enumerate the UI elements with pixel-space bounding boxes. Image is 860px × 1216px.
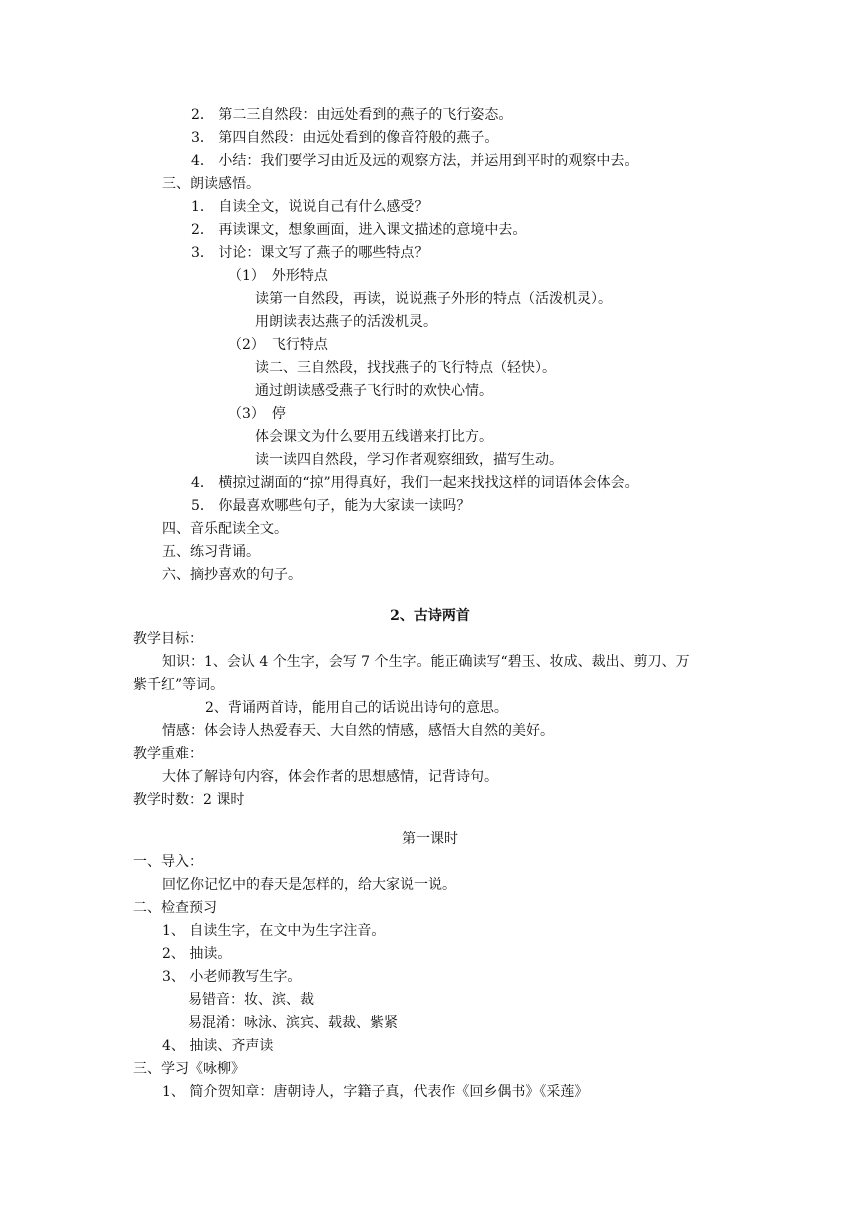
text-line: 3． 讨论：课文写了燕子的哪些特点？ [191, 245, 429, 261]
text-line: 情感：体会诗人热爱春天、大自然的情感，感悟大自然的美好。 [162, 723, 554, 739]
text-line: 易错音：妆、滨、裁 [188, 992, 314, 1008]
text-line: 2． 再读课文，想象画面，进入课文描述的意境中去。 [191, 222, 527, 238]
text-line: 5． 你最喜欢哪些句子，能为大家读一读吗？ [191, 498, 471, 514]
section-heading: 三、学习《咏柳》 [133, 1061, 245, 1077]
section-heading: 三、朗读感悟。 [162, 176, 260, 192]
text-line: 知识：1、会认 4 个生字，会写 7 个生字。能正确读写“碧玉、妆成、裁出、剪刀、万 [162, 654, 690, 670]
text-line: 1． 自读全文，说说自己有什么感受？ [191, 199, 429, 215]
text-line: 2、 抽读。 [162, 946, 232, 962]
section-heading: 教学目标： [133, 631, 203, 647]
text-line: 读二、三自然段，找找燕子的飞行特点（轻快）。 [255, 360, 556, 376]
section-heading: 二、检查预习 [133, 900, 217, 916]
text-line: 回忆你记忆中的春天是怎样的，给大家说一说。 [162, 877, 456, 893]
text-line: 3、 小老师教写生字。 [162, 969, 302, 985]
section-heading: 四、音乐配读全文。 [162, 521, 288, 537]
text-line: 4． 横掠过湖面的“掠”用得真好，我们一起来找找这样的词语体会体会。 [191, 475, 639, 491]
text-line: 大体了解诗句内容，体会作者的思想感情，记背诗句。 [162, 769, 498, 785]
lesson-title: 2、古诗两首 [390, 608, 470, 624]
text-line: 体会课文为什么要用五线谱来打比方。 [255, 429, 493, 445]
text-line: 教学时数：2 课时 [133, 792, 245, 808]
text-line: 2、背诵两首诗，能用自己的话说出诗句的意思。 [205, 700, 508, 716]
text-line: 1、 简介贺知章：唐朝诗人，字籍子真，代表作《回乡偶书》《采莲》 [162, 1084, 589, 1100]
text-line: 易混淆：咏泳、滨宾、载裁、紫紧 [188, 1015, 398, 1031]
sub-heading: （2） 飞行特点 [228, 337, 328, 353]
text-line: 通过朗读感受燕子飞行时的欢快心情。 [255, 383, 493, 399]
text-line: 3． 第四自然段：由远处看到的像音符般的燕子。 [191, 130, 499, 146]
text-line: 4、 抽读、齐声读 [162, 1038, 274, 1054]
text-line: 1、 自读生字，在文中为生字注音。 [162, 923, 386, 939]
lesson-subtitle: 第一课时 [402, 831, 458, 847]
text-line: 读第一自然段，再读，说说燕子外形的特点（活泼机灵）。 [255, 291, 612, 307]
section-heading: 六、摘抄喜欢的句子。 [162, 567, 302, 583]
section-heading: 五、练习背诵。 [162, 544, 260, 560]
sub-heading: （3） 停 [228, 406, 286, 422]
text-line: 紫千红”等词。 [133, 677, 225, 693]
text-line: 读一读四自然段，学习作者观察细致，描写生动。 [255, 452, 563, 468]
text-line: 用朗读表达燕子的活泼机灵。 [255, 314, 437, 330]
section-heading: 一、导入： [133, 854, 203, 870]
text-line: 2． 第二三自然段：由远处看到的燕子的飞行姿态。 [191, 107, 513, 123]
text-line: 4． 小结：我们要学习由近及远的观察方法，并运用到平时的观察中去。 [191, 153, 639, 169]
section-heading: 教学重难： [133, 746, 203, 762]
sub-heading: （1） 外形特点 [228, 268, 328, 284]
